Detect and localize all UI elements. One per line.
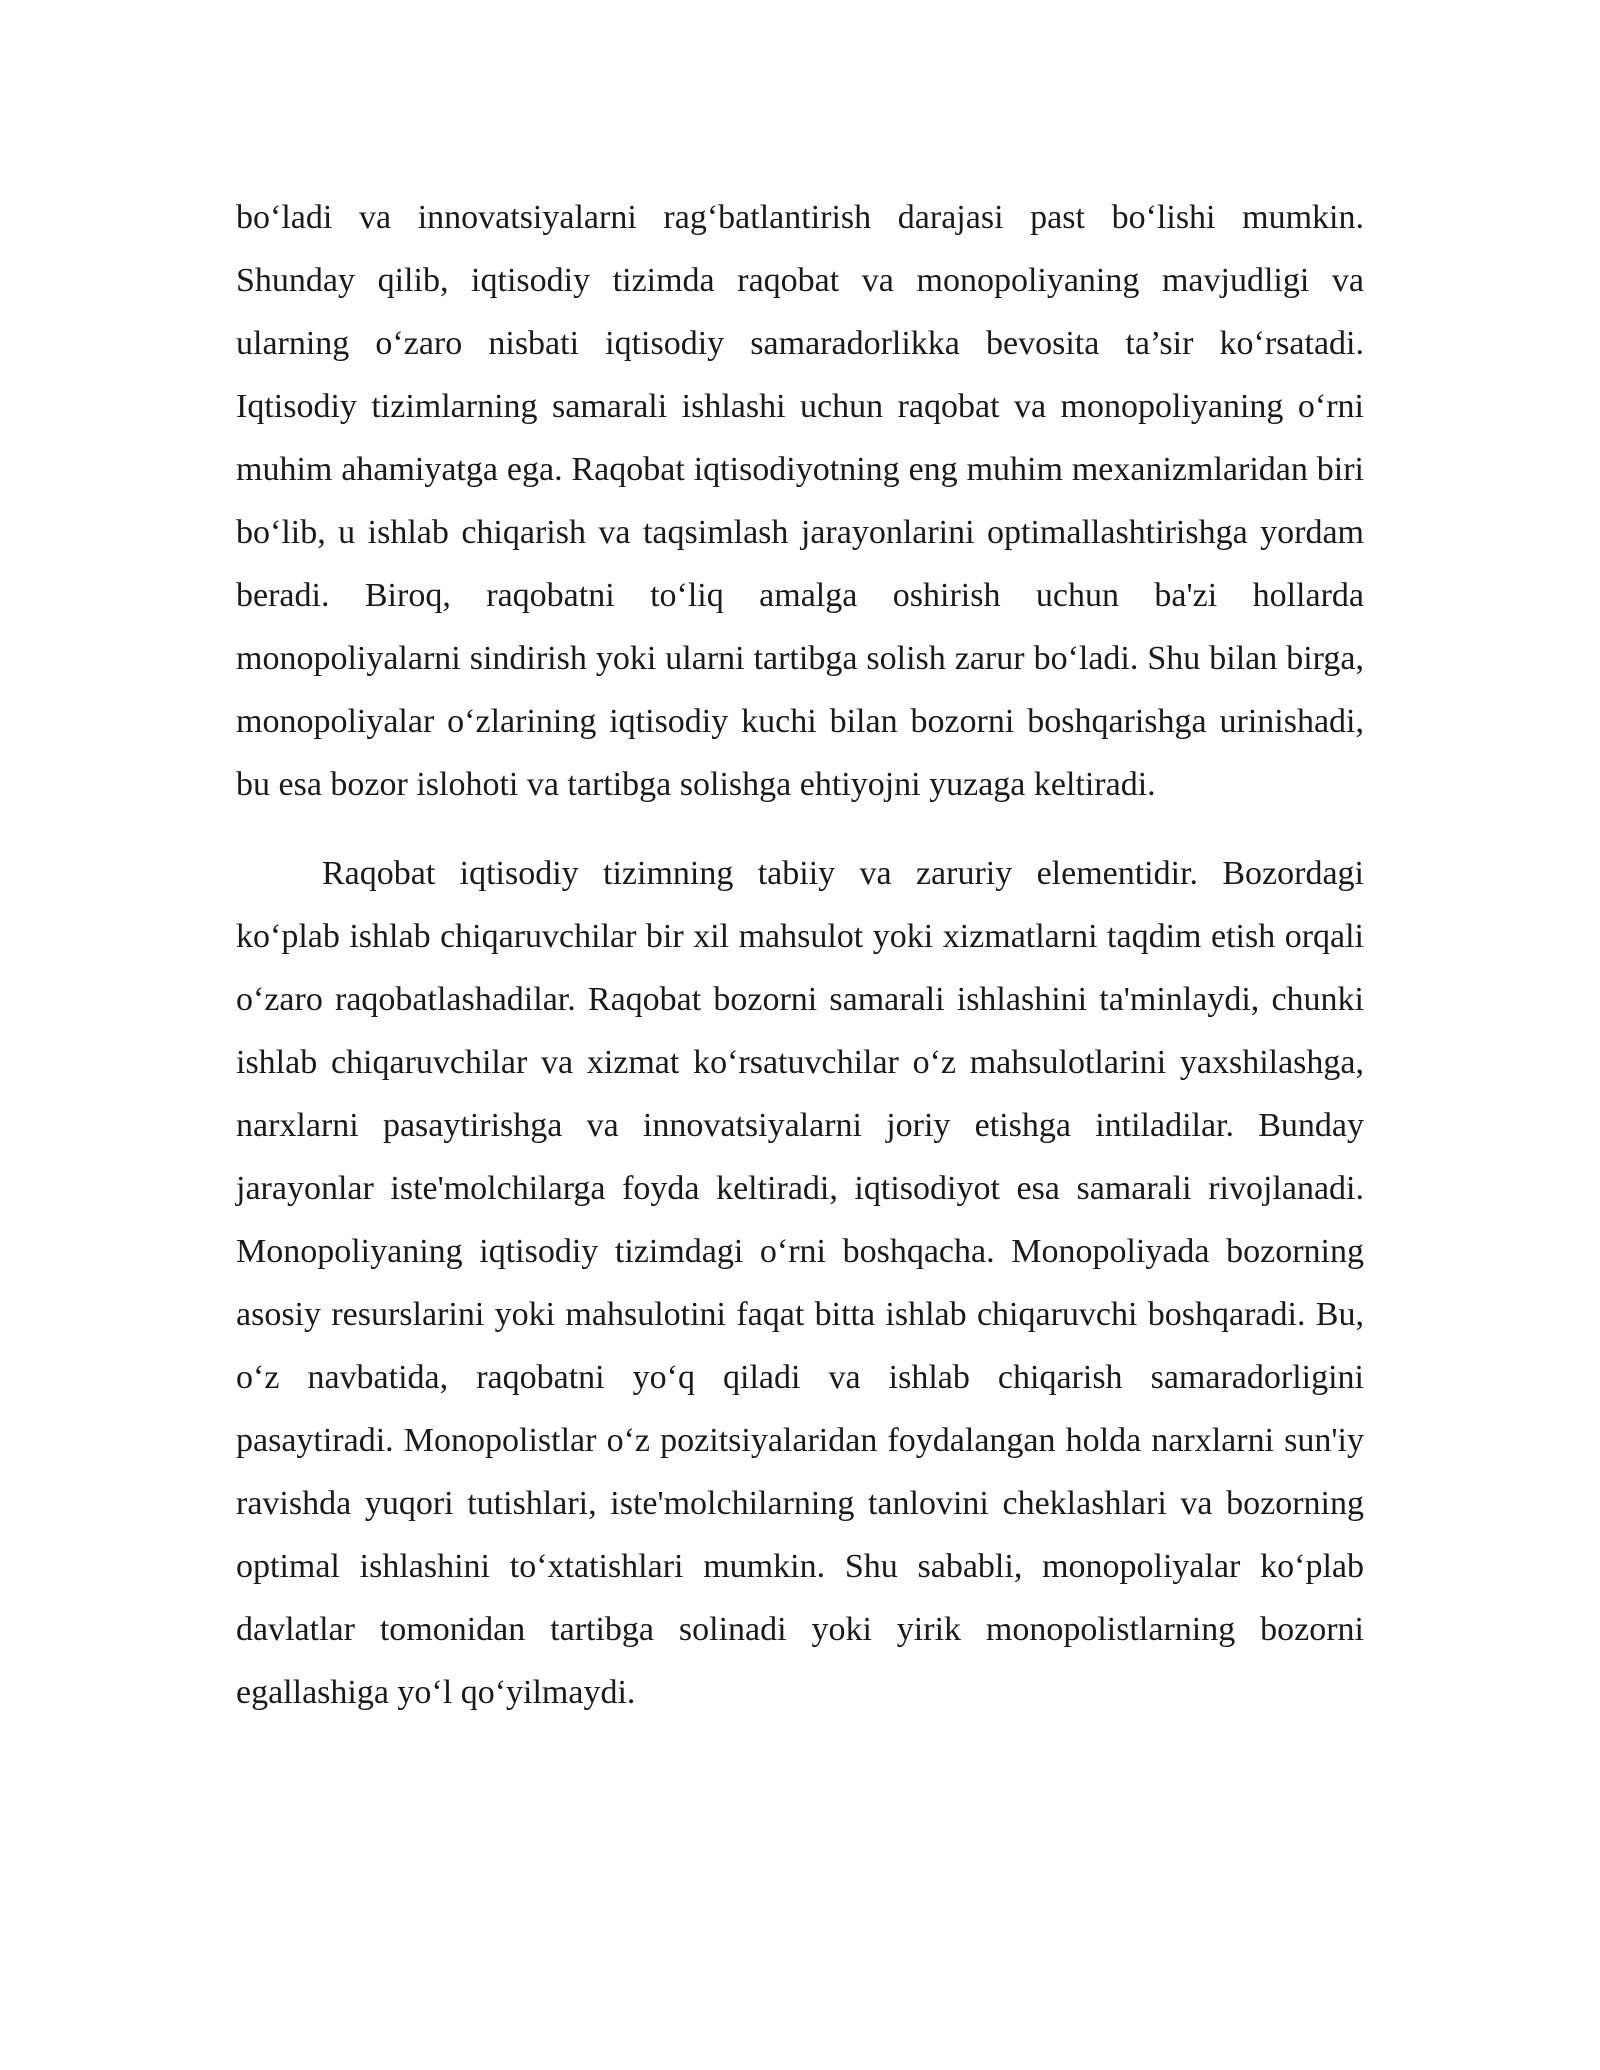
paragraph-1: bo‘ladi va innovatsiyalarni rag‘batlantirish darajasi past bo‘lishi mumkin. Shunday qilib, iqtisodiy tizimda raqobat va monopoliyaning mavjudligi va ularning o‘zaro nisbati iqtisodiy samaradorlikka bevosita ta’sir ko‘rsatadi. Iqtisodiy tizimlarning samarali ishlashi uchun raqobat va monopoliyaning o‘rni muhim ahamiyatga ega. Raqobat iqtisodiyotning eng muhim mexanizmlaridan biri bo‘lib, u ishlab chiqarish va taqsimlash jarayonlarini optimallashtirishga yordam beradi. Biroq, raqobatni to‘liq amalga oshirish uchun ba'zi hollarda monopoliyalarni sindirish yoki ularni tartibga solish zarur bo‘ladi. Shu bilan birga, monopoliyalar o‘zlarining iqtisodiy kuchi bilan bozorni boshqarishga urinishadi, bu esa bozor islohoti va tartibga solishga ehtiyojni yuzaga keltiradi. <box>236 199 1364 803</box>
document-body <box>236 186 1364 1724</box>
paragraph-2: Raqobat iqtisodiy tizimning tabiiy va zaruriy elementidir. Bozordagi ko‘plab ishlab chiqaruvchilar bir xil mahsulot yoki xizmatlarni taqdim etish orqali o‘zaro raqobatlashadilar. Raqobat bozorni samarali ishlashini ta'minlaydi, chunki ishlab chiqaruvchilar va xizmat ko‘rsatuvchilar o‘z mahsulotlarini yaxshilashga, narxlarni pasaytirishga va innovatsiyalarni joriy etishga intiladilar. Bunday jarayonlar iste'molchilarga foyda keltiradi, iqtisodiyot esa samarali rivojlanadi. Monopoliyaning iqtisodiy tizimdagi o‘rni boshqacha. Monopoliyada bozorning asosiy resurslarini yoki mahsulotini faqat bitta ishlab chiqaruvchi boshqaradi. Bu, o‘z navbatida, raqobatni yo‘q qiladi va ishlab chiqarish samaradorligini pasaytiradi. Monopolistlar o‘z pozitsiyalaridan foydalangan holda narxlarni sun'iy ravishda yuqori tutishlari, iste'molchilarning tanlovini cheklashlari va bozorning optimal ishlashini to‘xtatishlari mumkin. Shu sababli, monopoliyalar ko‘plab davlatlar tomonidan tartibga solinadi yoki yirik monopolistlarning bozorni egallashiga yo‘l qo‘yilmaydi. <box>236 855 1364 1711</box>
